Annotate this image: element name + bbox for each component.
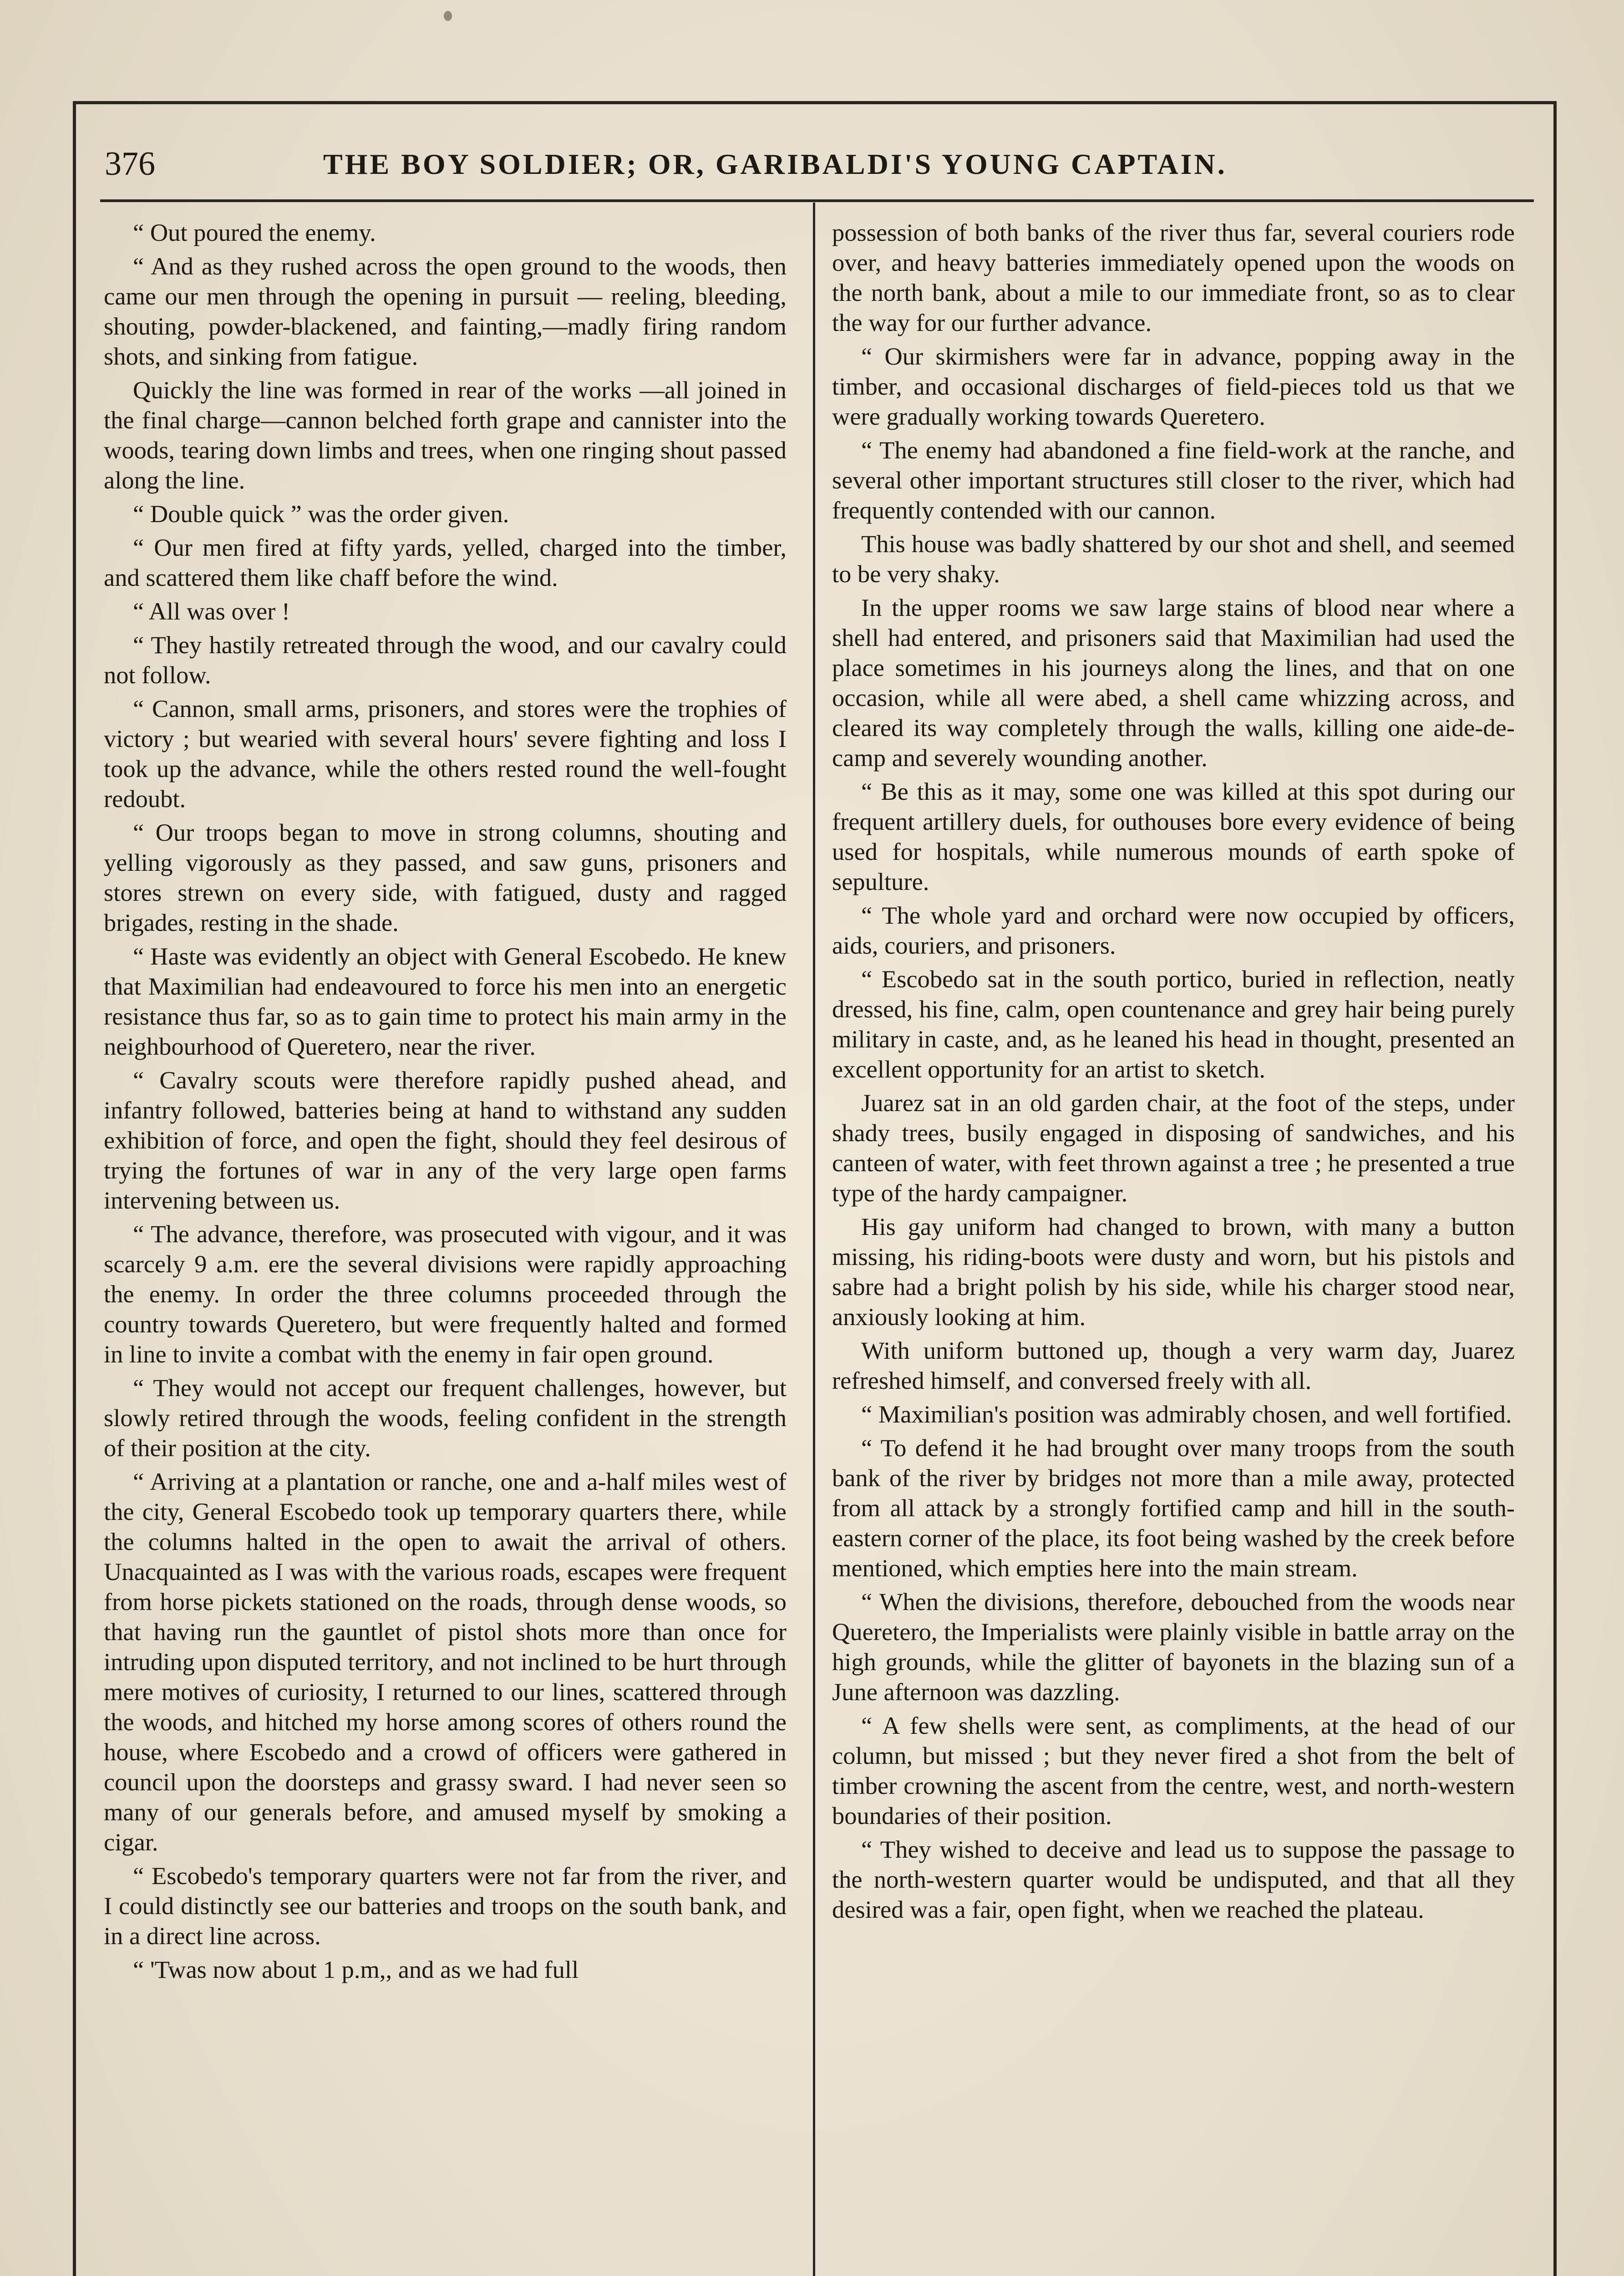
page-number: 376 xyxy=(105,145,155,183)
paragraph: “ Cannon, small arms, prisoners, and stores were the trophies of victory ; but wearied with several hours' severe fighting and loss I took up the advance, while the others rested round the well-fought redoubt. xyxy=(104,695,787,813)
right-column xyxy=(832,218,1515,2276)
paragraph: With uniform buttoned up, though a very warm day, Juarez refreshed himself, and conversed freely with all. xyxy=(832,1336,1515,1394)
page-header xyxy=(105,141,1529,191)
paragraph: Quickly the line was formed in rear of the works —all joined in the final charge—cannon belched forth grape and cannister into the woods, tearing down limbs and trees, when one ringing shout passed along the line. xyxy=(104,376,787,494)
paragraph: “ Our men fired at fifty yards, yelled, charged into the timber, and scattered them like chaff before the wind. xyxy=(104,533,787,591)
paragraph: “ Escobedo sat in the south portico, buried in reflection, neatly dressed, his fine, calm, open countenance and grey hair being purely military in caste, and, as he leaned his head in thought, presented an excellent opportunity for an artist to sketch. xyxy=(832,965,1515,1083)
paragraph: “ The whole yard and orchard were now occupied by officers, aids, couriers, and prisoners. xyxy=(832,901,1515,959)
page-border-top xyxy=(73,101,1557,104)
paragraph: “ They hastily retreated through the wood, and our cavalry could not follow. xyxy=(104,631,787,689)
paragraph: “ The advance, therefore, was prosecuted with vigour, and it was scarcely 9 a.m. ere the several divisions were rapidly approaching the enemy. In order the three columns proceeded through the country towards Queretero, but were frequently halted and formed in line to invite a combat with the enemy in fair open ground. xyxy=(104,1220,787,1368)
paragraph: “ Our skirmishers were far in advance, popping away in the timber, and occasional discharges of field-pieces told us that we were gradually working towards Queretero. xyxy=(832,342,1515,430)
paragraph: In the upper rooms we saw large stains of blood near where a shell had entered, and prisoners said that Maximilian had used the place sometimes in his journeys along the lines, and that on one occasion, while all were abed, a shell came whizzing across, and cleared its way completely through the walls, killing one aide-de-camp and severely wounding another. xyxy=(832,594,1515,772)
paragraph: “ Escobedo's temporary quarters were not far from the river, and I could distinctly see our batteries and troops on the south bank, and in a direct line across. xyxy=(104,1862,787,1950)
column-divider xyxy=(813,203,815,2276)
paragraph: “ 'Twas now about 1 p.m,, and as we had full xyxy=(133,1956,579,1983)
paragraph: Juarez sat in an old garden chair, at the foot of the steps, under shady trees, busily engaged in disposing of sandwiches, and his canteen of water, with feet thrown against a tree ; he presented a true type of the hardy campaigner. xyxy=(832,1089,1515,1207)
paragraph: “ All was over ! xyxy=(133,597,290,625)
ink-smudge xyxy=(444,11,452,21)
paragraph: “ Haste was evidently an object with General Escobedo. He knew that Maximilian had endeavoured to force his men into an energetic resistance thus far, so as to gain time to protect his main army in the neighbourhood of Queretero, near the river. xyxy=(104,942,787,1060)
paragraph: “ They would not accept our frequent challenges, however, but slowly retired through the woods, feeling confident in the strength of their position at the city. xyxy=(104,1374,787,1462)
running-head: THE BOY SOLDIER; OR, GARIBALDI'S YOUNG CAPTAIN. xyxy=(323,148,1227,180)
paragraph: “ Cavalry scouts were therefore rapidly pushed ahead, and infantry followed, batteries being at hand to withstand any sudden exhibition of force, and open the fight, should they feel desirous of trying the fortunes of war in any of the very large open farms intervening between us. xyxy=(104,1066,787,1214)
paragraph: “ When the divisions, therefore, debouched from the woods near Queretero, the Imperialists were plainly visible in battle array on the high grounds, while the glitter of bayonets in the blazing sun of a June afternoon was dazzling. xyxy=(832,1588,1515,1706)
header-rule xyxy=(100,199,1534,202)
paragraph: “ To defend it he had brought over many troops from the south bank of the river by bridges not more than a mile away, protected from all attack by a strongly fortified camp and hill in the south-eastern corner of the place, its foot being washed by the creek before mentioned, which empties here into the main stream. xyxy=(832,1434,1515,1582)
paragraph: “ Out poured the enemy. xyxy=(133,218,376,246)
paragraph-continued: possession of both banks of the river thus far, several couriers rode over, and heavy batteries immediately opened upon the woods on the north bank, about a mile to our immediate front, so as to clear the way for our further advance. xyxy=(832,218,1515,336)
paragraph: “ The enemy had abandoned a fine field-work at the ranche, and several other important structures still closer to the river, which had frequently contended with our cannon. xyxy=(832,436,1515,524)
paragraph: His gay uniform had changed to brown, with many a button missing, his riding-boots were dusty and worn, but his pistols and sabre had a bright polish by his side, while his charger stood near, anxiously looking at him. xyxy=(832,1213,1515,1331)
paragraph: “ And as they rushed across the open ground to the woods, then came our men through the opening in pursuit — reeling, bleeding, shouting, powder-blackened, and fainting,—madly firing random shots, and sinking from fatigue. xyxy=(104,252,787,370)
page-border-right xyxy=(1553,101,1557,2276)
paragraph: This house was badly shattered by our shot and shell, and seemed to be very shaky. xyxy=(832,530,1515,588)
paragraph: “ Double quick ” was the order given. xyxy=(133,500,509,528)
paragraph: “ They wished to deceive and lead us to suppose the passage to the north-western quarter would be undisputed, and that all they desired was a fair, open fight, when we reached the plateau. xyxy=(832,1835,1515,1923)
left-column xyxy=(104,218,787,2276)
paragraph: “ Be this as it may, some one was killed at this spot during our frequent artillery duels, for outhouses bore every evidence of being used for hospitals, while numerous mounds of earth spoke of sepulture. xyxy=(832,777,1515,895)
paragraph: “ A few shells were sent, as compliments, at the head of our column, but missed ; but they never fired a shot from the belt of timber crowning the ascent from the centre, west, and north-western boundaries of their position. xyxy=(832,1712,1515,1829)
page-border-left xyxy=(73,101,76,2276)
paragraph: “ Our troops began to move in strong columns, shouting and yelling vigorously as they passed, and saw guns, prisoners and stores strewn on every side, with fatigued, dusty and ragged brigades, resting in the shade. xyxy=(104,818,787,936)
paragraph: “ Maximilian's position was admirably chosen, and well fortified. xyxy=(861,1400,1512,1428)
paragraph: “ Arriving at a plantation or ranche, one and a-half miles west of the city, General Escobedo took up temporary quarters there, while the columns halted in the open to await the arrival of others. Unacquainted as I was with the various roads, escapes were frequent from horse pickets stationed on the roads, through dense woods, so that having run the gauntlet of pistol shots more than once for intruding upon disputed territory, and not inclined to be hurt through mere motives of curiosity, I returned to our lines, scattered through the woods, and hitched my horse among scores of others round the house, where Escobedo and a crowd of officers were gathered in council upon the doorsteps and grassy sward. I had never seen so many of our generals before, and amused myself by smoking a cigar. xyxy=(104,1468,787,1856)
